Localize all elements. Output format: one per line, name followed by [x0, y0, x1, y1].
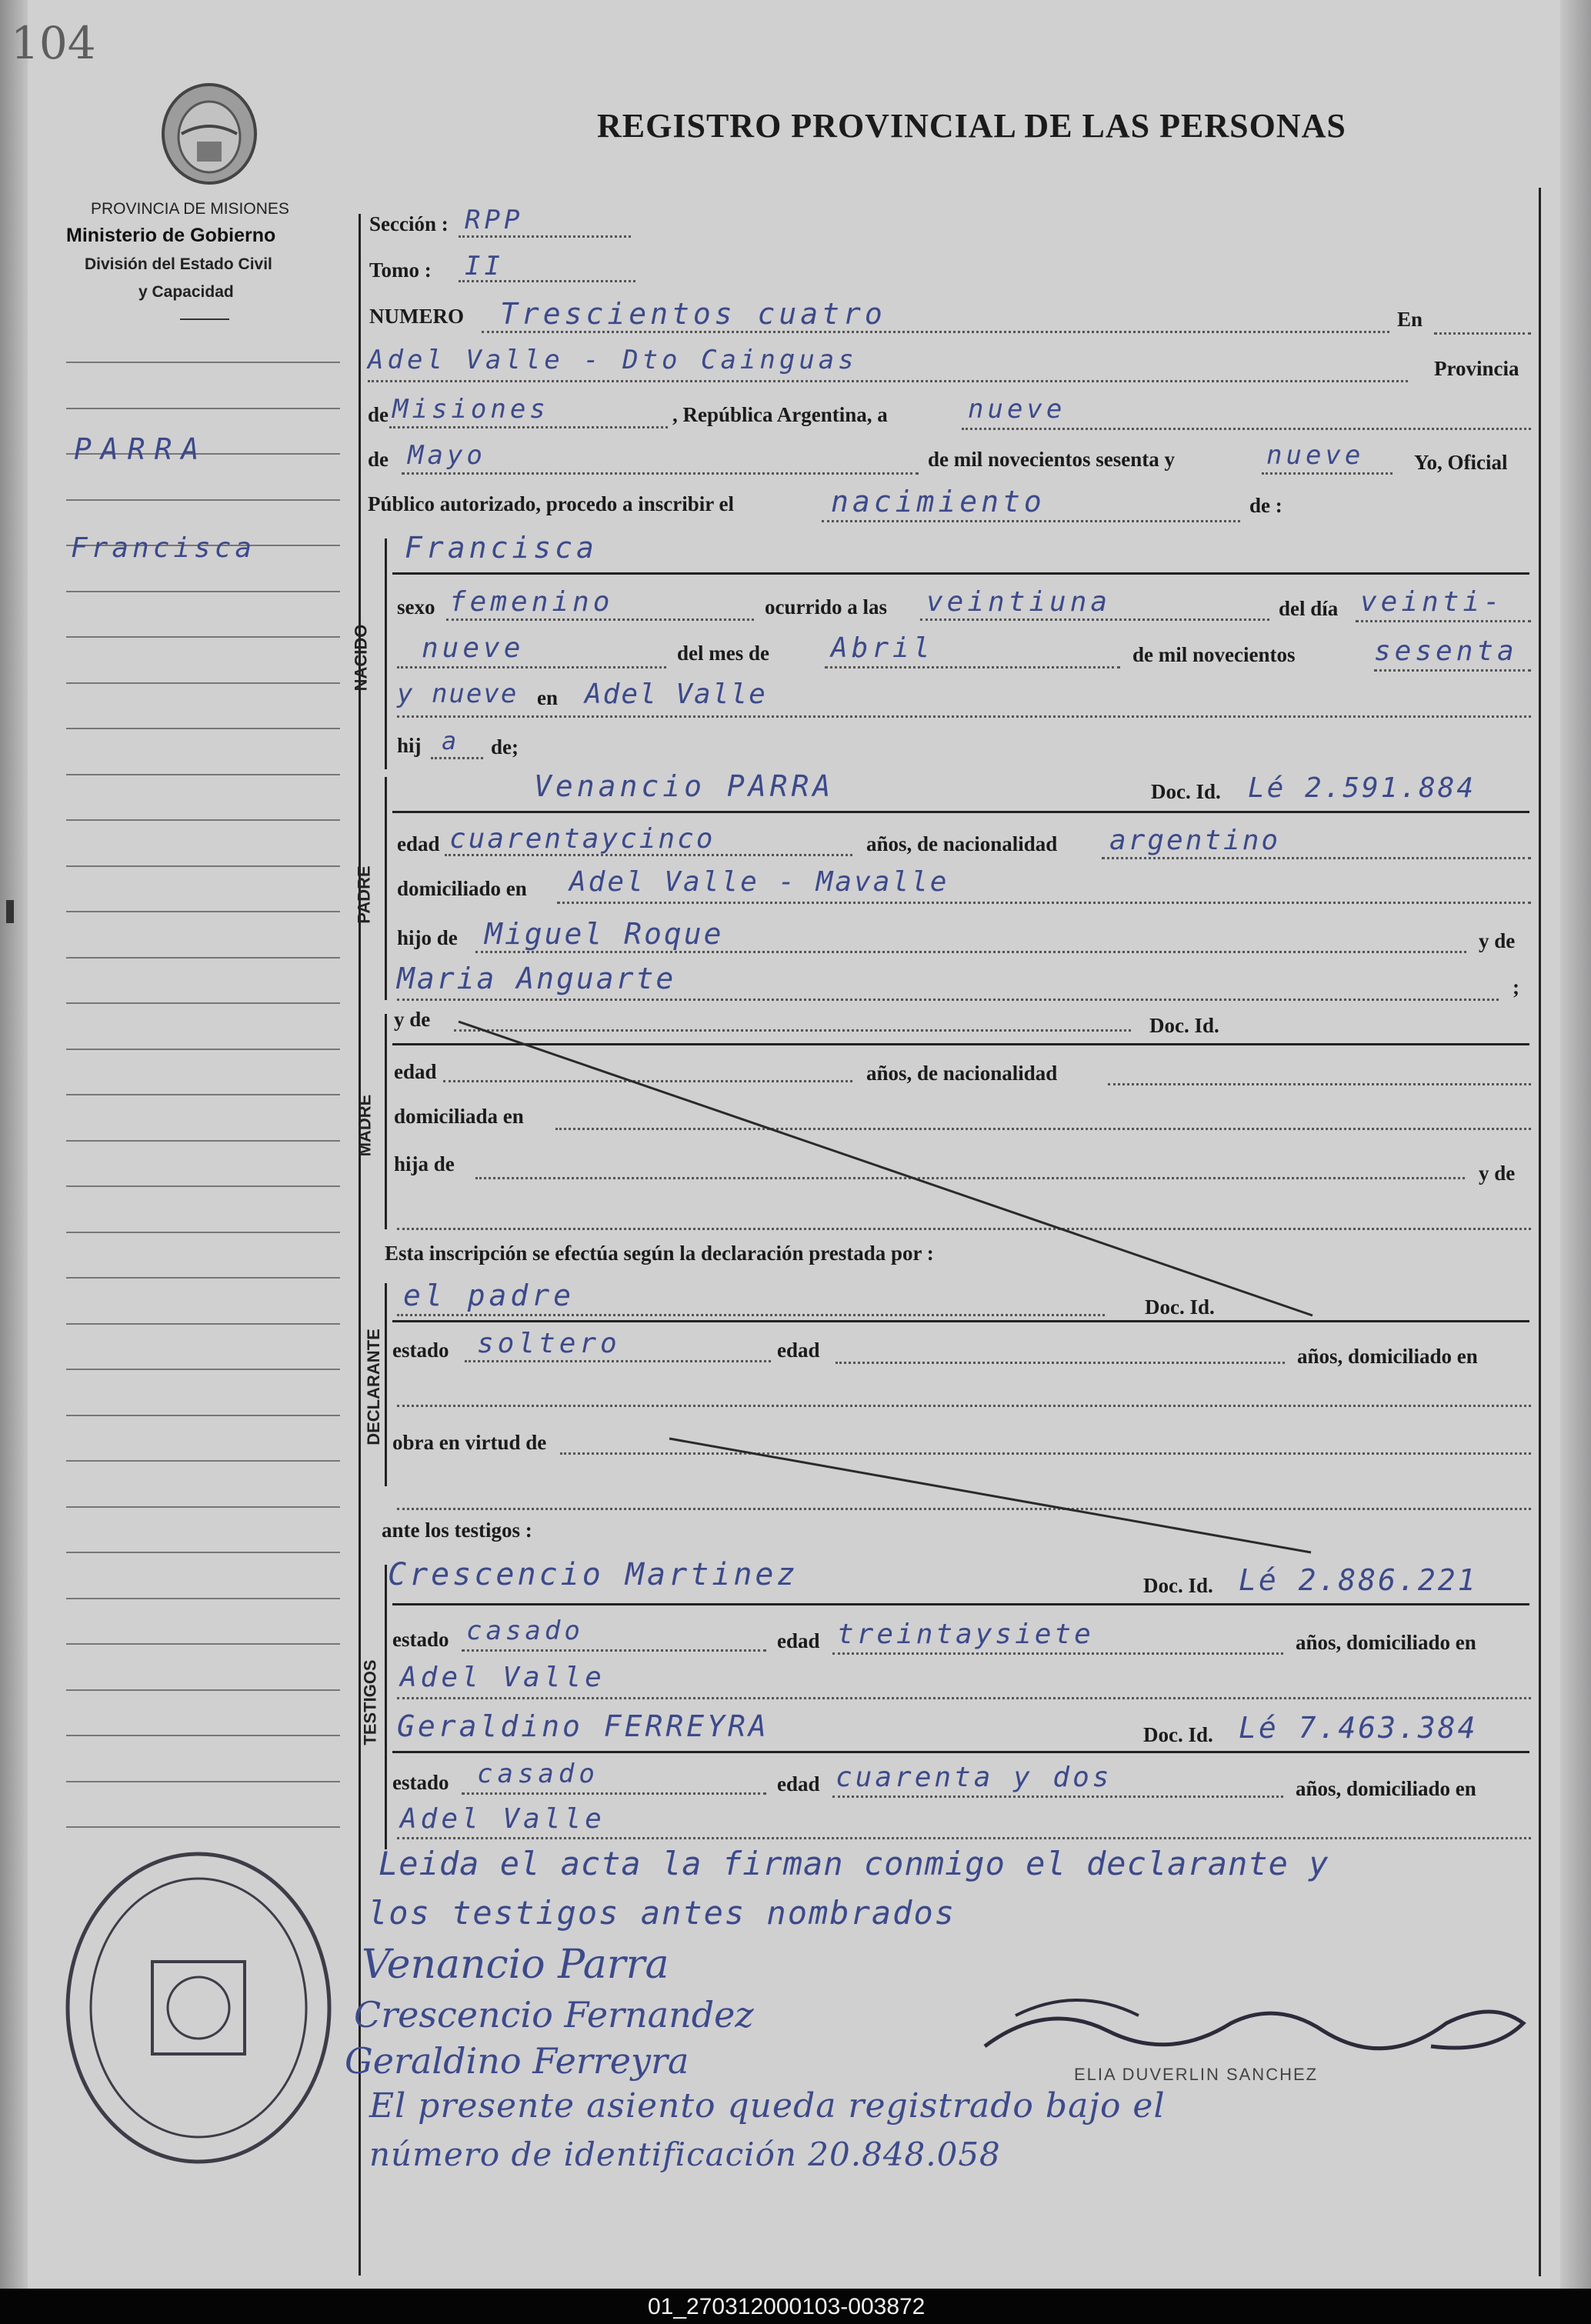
de2-label: de: [368, 448, 389, 471]
padre-nac-value: argentino: [1109, 825, 1281, 856]
page-number: 104: [11, 17, 96, 69]
testigo1-edad-label: edad: [777, 1629, 820, 1652]
ocurrido-label: ocurrido a las: [765, 595, 887, 619]
padre-yde-label: y de: [1479, 929, 1516, 952]
testigo1-doc-value: Lé 2.886.221: [1239, 1563, 1478, 1597]
padre-name-value: Venancio PARRA: [534, 769, 835, 803]
testigo2-edad-value: cuarenta y dos: [836, 1762, 1112, 1793]
ministry-label: Ministerio de Gobierno: [66, 225, 276, 246]
division-label: División del Estado Civil: [85, 255, 272, 273]
madre-hija-label: hija de: [394, 1152, 455, 1175]
tomo-label: Tomo :: [369, 258, 432, 282]
year-value2: y nueve: [397, 679, 519, 709]
margin-surname: PARRA: [74, 432, 208, 466]
del-dia-label: del día: [1279, 597, 1339, 620]
registry-stamp-icon: [60, 1846, 337, 2169]
margin-given-name: Francisca: [71, 532, 256, 564]
hora-value: veintiuna: [926, 586, 1112, 618]
testigo2-anos-label: años, domiciliado en: [1296, 1777, 1476, 1800]
testigo2-edad-label: edad: [777, 1772, 820, 1796]
lugar-value: Adel Valle: [585, 679, 767, 710]
mil-label: de mil novecientos sesenta y: [928, 448, 1175, 471]
republica-label: , República Argentina, a: [672, 403, 888, 426]
official-name: ELIA DUVERLIN SANCHEZ: [1074, 2065, 1319, 2084]
padre-madre-value: Maria Anguarte: [397, 962, 676, 995]
yo-label: Yo, Oficial: [1414, 451, 1508, 474]
padre-dom-value: Adel Valle - Mavalle: [569, 866, 949, 898]
testigo2-estado-value: casado: [477, 1759, 599, 1789]
declarante-doc-label: Doc. Id.: [1145, 1295, 1215, 1319]
nacido-mil-label: de mil novecientos: [1132, 643, 1296, 666]
padre-anos-label: años, de nacionalidad: [866, 832, 1058, 855]
madre-anos-label: años, de nacionalidad: [866, 1062, 1058, 1085]
padre-edad-label: edad: [397, 832, 440, 855]
numero-label: NUMERO: [369, 305, 464, 328]
declarante-obra-label: obra en virtud de: [392, 1431, 547, 1454]
mes-value: Abril: [831, 632, 934, 664]
corner-mark: [6, 900, 14, 923]
padre-section-label: PADRE: [354, 865, 374, 924]
mes-label: del mes de: [677, 642, 769, 665]
madre-doc-label: Doc. Id.: [1149, 1014, 1219, 1037]
testigo2-doc-label: Doc. Id.: [1143, 1723, 1213, 1746]
dia-value1: veinti-: [1360, 586, 1504, 618]
hij-value: a: [442, 726, 461, 755]
hij-de-label: de;: [491, 735, 519, 759]
declarante-section-label: DECLARANTE: [363, 1329, 383, 1445]
en-label: En: [1397, 308, 1423, 331]
province-value: Misiones: [392, 394, 549, 425]
capacity-label: y Capacidad: [138, 283, 234, 301]
padre-dom-label: domiciliado en: [397, 877, 527, 900]
tomo-value: II: [465, 251, 504, 282]
hij-label: hij: [397, 734, 422, 757]
sexo-value: femenino: [449, 586, 614, 618]
day-value: nueve: [968, 394, 1066, 425]
act-value: nacimiento: [831, 485, 1046, 518]
province-label: PROVINCIA DE MISIONES: [91, 200, 289, 218]
declarante-edad-label: edad: [777, 1339, 820, 1362]
dia-value2: nueve: [422, 632, 525, 664]
seccion-label: Sección :: [369, 212, 449, 235]
closing-note1: El presente asiento queda registrado bajo el: [369, 2086, 1166, 2126]
closing-line1: Leida el acta la firman conmigo el declarante y: [379, 1845, 1329, 1882]
nacido-en-label: en: [537, 686, 558, 709]
testigo1-estado-label: estado: [392, 1628, 449, 1651]
signature-2: Crescencio Fernandez: [354, 1994, 754, 2036]
declarante-estado-value: soltero: [477, 1328, 621, 1359]
provincia-label: Provincia: [1434, 357, 1519, 380]
numero-value: Trescientos cuatro: [500, 297, 886, 331]
testigo1-doc-label: Doc. Id.: [1143, 1574, 1213, 1597]
official-signature-scribble: [954, 1969, 1539, 2077]
seccion-value: RPP: [465, 205, 524, 235]
testigo1-estado-value: casado: [466, 1615, 584, 1646]
footer-identifier: 01_270312000103-003872: [648, 2294, 926, 2319]
madre-dom-label: domiciliada en: [394, 1105, 524, 1128]
nacido-name-value: Francisca: [405, 531, 598, 565]
declarante-anos-label: años, domiciliado en: [1297, 1345, 1478, 1368]
declarante-name-value: el padre: [403, 1279, 575, 1312]
padre-hijo-value: Miguel Roque: [485, 917, 724, 951]
sexo-label: sexo: [397, 595, 435, 619]
year-value: nueve: [1266, 440, 1365, 471]
year-value1: sesenta: [1374, 635, 1518, 667]
testigo1-dom-value: Adel Valle: [400, 1662, 605, 1693]
signature-1: Venancio Parra: [362, 1942, 669, 1988]
closing-note2: número de identificación 20.848.058: [369, 2136, 1001, 2173]
testigo2-dom-value: Adel Valle: [400, 1803, 605, 1835]
padre-doc-label: Doc. Id.: [1151, 780, 1221, 803]
declaracion-text: Esta inscripción se efectúa según la declaración prestada por :: [385, 1242, 934, 1265]
de-label: de: [368, 403, 389, 426]
testigos-section-label: TESTIGOS: [360, 1659, 380, 1746]
madre-edad-label: edad: [394, 1060, 437, 1083]
madre-yde2-label: y de: [1479, 1162, 1516, 1185]
madre-section-label: MADRE: [355, 1094, 375, 1157]
padre-semicolon: ;: [1513, 975, 1519, 999]
place-value: Adel Valle - Dto Cainguas: [368, 345, 858, 375]
testigo2-doc-value: Lé 7.463.384: [1239, 1711, 1478, 1745]
document-title: REGISTRO PROVINCIAL DE LAS PERSONAS: [597, 107, 1346, 145]
padre-doc-value: Lé 2.591.884: [1248, 772, 1476, 804]
signature-3: Geraldino Ferreyra: [345, 2040, 689, 2082]
de3-label: de :: [1249, 494, 1282, 517]
closing-line2: los testigos antes nombrados: [368, 1894, 956, 1932]
declarante-estado-label: estado: [392, 1339, 449, 1362]
testigo1-edad-value: treintaysiete: [837, 1619, 1094, 1650]
testigo1-name: Crescencio Martinez: [388, 1557, 799, 1592]
padre-hijo-label: hijo de: [397, 926, 458, 949]
month-value: Mayo: [408, 440, 486, 471]
testigo1-anos-label: años, domiciliado en: [1296, 1631, 1476, 1654]
madre-yde-label: y de: [394, 1008, 431, 1031]
testigo2-estado-label: estado: [392, 1771, 449, 1794]
nacido-section-label: NACIDO: [351, 624, 371, 692]
publico-label: Público autorizado, procedo a inscribir el: [368, 492, 734, 515]
padre-edad-value: cuarentaycinco: [449, 823, 715, 855]
testigo2-name: Geraldino FERREYRA: [397, 1709, 769, 1743]
testigos-intro: ante los testigos :: [382, 1519, 532, 1542]
